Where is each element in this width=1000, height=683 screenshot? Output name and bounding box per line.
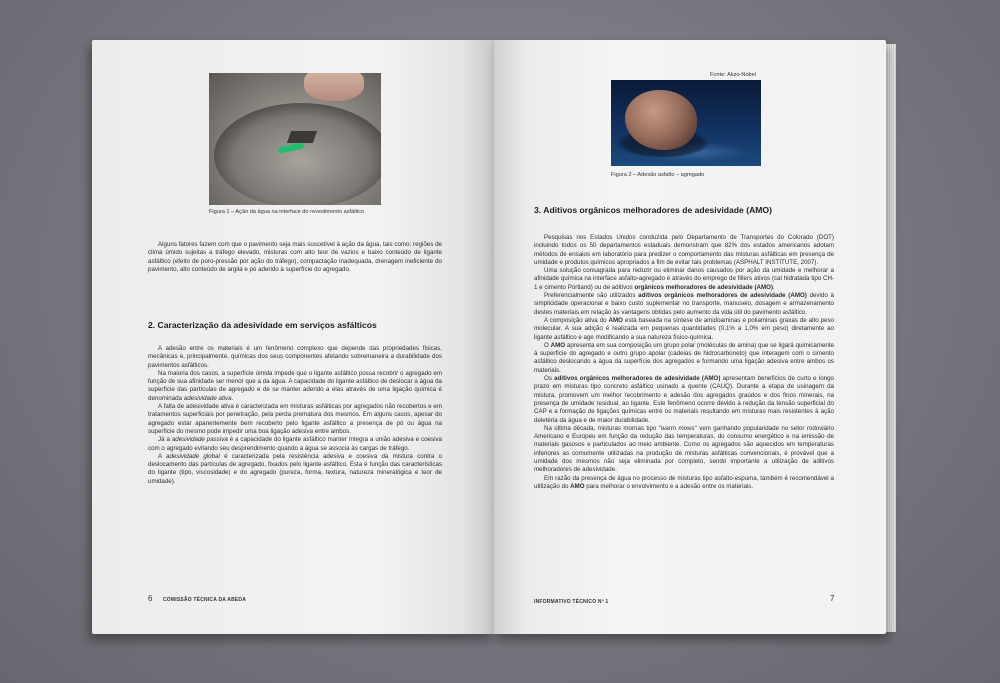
- term-amo: AMO: [570, 482, 585, 490]
- paragraph-2: [534, 267, 834, 292]
- term-warm-mixes: "warm mixes": [658, 424, 697, 432]
- aggregate-rock-shape: [625, 90, 697, 150]
- paragraph-4-text: é a capacidade do ligante asfáltico manter íntegra a união adesiva e coesiva com o agregado evitando seu desprendimento quando a água se associa às cargas de tráfego.: [148, 436, 442, 452]
- paragraph-2: [148, 370, 442, 403]
- paragraph-7: [534, 425, 834, 475]
- paragraph-8: [534, 475, 834, 492]
- term-adesividade-global: adesividade global: [166, 452, 220, 460]
- term-adesividade-passiva: adesividade passiva: [171, 436, 228, 444]
- paragraph-5-text: é caracterizada pela resistência adesiva e coesiva da mistura contra o deslocamento das partículas de agregado, fixados pelo ligante asfáltico. Esta é função das características do ligante (tipo, viscosidade) e do agregado (pureza, forma, textura, natureza mineralógica e teor de umidade).: [148, 452, 442, 485]
- page-edges-right: [886, 44, 896, 632]
- section-3-body: [534, 234, 834, 491]
- figure-2-caption: Figura 2 – Adesão asfalto – agregado: [611, 172, 705, 178]
- paragraph-4-text: está baseada na síntese de amidoaminas e poliaminas graxas de alto peso molecular. A sua adição é realizada em pequenas quantidades (0,1% a 1,0% em peso) diretamente ao ligante asfáltico e age modificando a sua natureza físico-química.: [534, 316, 834, 341]
- paragraph-6-start: Os: [544, 375, 555, 383]
- paragraph-2-text: Uma solução consagrada para reduzir ou eliminar danos causados por ação da umidade e melhorar a afinidade química na interface asfalto-agregado é através do emprego de fillers ativos (cal hidratada tipo CH-1 e cimento Portland) ou de aditivos: [534, 267, 834, 291]
- footer-right-label: INFORMATIVO TÉCNICO Nº 1: [534, 599, 609, 605]
- section-2-body: [148, 345, 442, 486]
- paragraph-3: A falta de adesividade ativa é caracterizada em misturas asfálticas por agregados não recobertos e em tratamentos superficiais por penetração, pela perda prematura dos mesmos. Em alguns casos, apesar do agregado estar aparentemente bem recoberto pelo ligante asfáltico a presença de pó ou água na superfície do mesmo pode impedir uma boa ligação adesiva entre ambos.: [148, 403, 442, 435]
- intro-paragraph-text: Alguns fatores fazem com que o pavimento seja mais suscetível à ação da água, tais como: regiões de clima úmido sujeitas a tráfego elevado, misturas com alto teor de vazios e baixo conteúdo de ligante asfáltico (efeito de poro-pressão por ação do tráfego), compactação inadequada, drenagem ineficiente do pavimento, alto conteúdo de argila e pó aderido à superfície do agregado.: [148, 241, 442, 273]
- term-amo: AMO: [608, 316, 623, 324]
- stone-shape: [287, 131, 317, 143]
- figure-2-photo: [611, 80, 761, 166]
- term-amo-bold: aditivos orgânicos melhoradores de adesividade (AMO): [638, 292, 807, 300]
- footer-left-label: COMISSÃO TÉCNICA DA ABEDA: [163, 597, 247, 603]
- paragraph-6-text: apresentam benefícios de curto e longo prazo em misturas tipo concreto asfáltico usinado a quente (CAUQ). Durante a etapa de usinagem da mistura, promovem um melhor recobrimento e adesão dos agregados graúdos e dos finos minerais, na presença de umidade residual, ao ligante. Este fenômeno ocorre devido à redução da tensão superficial do CAP e a formação de ligações químicas entre os materiais resultando em misturas mais resistentes à ação deletéria da água e de maior durabilidade.: [534, 375, 834, 424]
- paragraph-4: [148, 436, 442, 453]
- paragraph-5-start: O: [544, 341, 551, 349]
- page-number-left: 6: [148, 594, 153, 603]
- section-2-heading: 2. Caracterização da adesividade em serviços asfálticos: [148, 320, 377, 330]
- paragraph-1: A adesão entre os materiais é um fenômeno complexo que depende das propriedades físicas, mecânicas e, principalmente, químicas dos seus componentes afetando sobremaneira a durabilidade dos pavimentos asfálticos.: [148, 345, 442, 369]
- figure-1-caption: Figura 1 – Ação da água na interface do revestimento asfáltico: [209, 209, 365, 215]
- paragraph-3-text: devido à simplicidade operacional e baixo custo suplementar no transporte, manuseio, dosagem e armazenamento destes materiais em relação às vantagens obtidas pelo aumento da vida útil do pavimento asfáltico.: [534, 292, 834, 316]
- paragraph-6: [534, 375, 834, 425]
- term-adesividade-ativa: adesividade ativa: [183, 394, 232, 402]
- paragraph-8-text: para melhorar o envolvimento e a adesão entre os materiais.: [584, 482, 754, 490]
- paragraph-4-start: Já a: [158, 436, 172, 444]
- paragraph-5-start: A: [158, 452, 167, 460]
- term-amo-bold: aditivos orgânicos melhoradores de adesividade (AMO): [554, 375, 721, 383]
- paragraph-7-text: vem ganhando popularidade no setor rodoviário Americano e Europeu em função da redução das temperaturas, do consumo energético e na emissão de materiais gasosos e particulados ao meio ambiente. Como os agregados são aquecidos em temperaturas inferiores as comumente utilizadas na produção de misturas asfálticas convencionais, é provável que a umidade dos mesmos não seja eliminada por completo, sendo importante a utilização de aditivos melhoradores de adesividade.: [534, 424, 834, 474]
- paragraph-4: [534, 317, 834, 342]
- paragraph-5: [534, 342, 834, 375]
- term-amo: AMO: [550, 341, 566, 349]
- figure-2-source: Fonte: Akzo-Nobel: [710, 72, 757, 78]
- paragraph-2-end: .: [773, 283, 775, 291]
- paragraph-8-start: Em razão da presença de água no processo de misturas tipo asfalto-espuma, também é recomendável a utilização do: [534, 474, 834, 490]
- paragraph-3-start: Preferencialmente são utilizados: [544, 292, 639, 300]
- paragraph-5-text: apresenta em sua composição um grupo polar (moléculas de amina) que se ligará quimicamente à superfície do agregado e outro grupo apolar (cadeias de hidrocarboneto) que interagem com o cimento asfáltico deslocando a água da superfície dos agregados e formando uma ligação adesiva entre ambos os materiais.: [534, 341, 834, 374]
- paragraph-1: Pesquisas nos Estados Unidos conduzida pelo Departamento de Transportes do Colorado (DOT) incluindo todos os 50 departamentos estaduais demonstram que 82% dos estados americanos adotam métodos de ensaios em laboratório para predizer o comportamento das misturas asfálticas em presença de umidade e produtos químicos apropriados a fim de evitar tais problemas (ASPHALT INSTITUTE, 2007).: [534, 234, 834, 266]
- paragraph-4-start: A composição ativa do: [544, 316, 609, 324]
- right-page: [494, 40, 886, 634]
- left-page: [92, 40, 494, 634]
- open-book: [92, 40, 902, 640]
- section-3-heading: 3. Aditivos orgânicos melhoradores de adesividade (AMO): [534, 205, 772, 215]
- paragraph-2-text: Na maioria dos casos, a superfície úmida impede que o ligante asfáltico possa recobrir o agregado em função de sua afinidade ser menor que a da água. A capacidade do ligante asfáltico de deslocar a água da superfície das partículas de agregado e de se manter aderido a elas através de uma ligação química é denominada: [148, 369, 442, 402]
- figure-1-photo: [209, 73, 381, 205]
- paragraph-7-start: Na última década, misturas mornas tipo: [544, 424, 659, 432]
- paragraph-3: [534, 292, 834, 317]
- term-amo-bold: orgânicos melhoradores de adesividade (AMO): [634, 283, 774, 291]
- page-number-right: 7: [830, 594, 835, 603]
- paragraph-2-end: .: [231, 394, 234, 402]
- pothole-shape: [214, 103, 381, 205]
- hand-shape: [304, 73, 364, 101]
- paragraph-5: [148, 453, 442, 486]
- intro-paragraph: [148, 241, 442, 274]
